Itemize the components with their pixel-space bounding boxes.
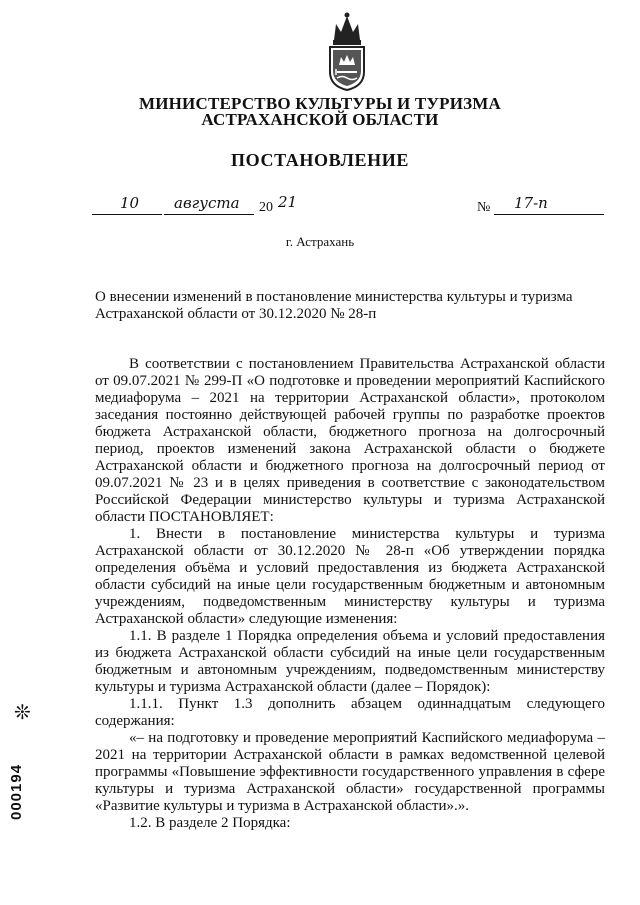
side-serial-code: 000194	[8, 763, 25, 820]
document-type-title: ПОСТАНОВЛЕНИЕ	[231, 150, 409, 170]
preamble-paragraph: В соответствии с постановлением Правительства Астраханской области от 09.07.2021 № 299-П «О подготовке и проведении мероприятий Каспийского медиафорума – 2021 на территории Астраханской области», протоколом заседания постоянно действующей рабочей группы по разработке проектов бюджета Астраханской области, бюджетного прогноза на долгосрочный период, проектов изменений закона Астраханской области о бюджете Астраханской области и бюджетного прогноза на долгосрочный период от 09.07.2021 № 23 и в целях приведения в соответствие с законодательством Российской Федерации министерство культуры и туризма Астраханской области ПОСТАНОВЛЯЕТ:	[95, 356, 605, 525]
clause-1: 1. Внести в постановление министерства культуры и туризма Астраханской области от 30.12.2020 № 28-п «Об утверждении порядка определения объёма и условий предоставления из бюджета Астраханской области субсидий на иные цели государственным бюджетным и автономным учреждениям, подведомственным министерству культуры и туризма Астраханской области» следующие изменения:	[95, 526, 605, 627]
date-number-line	[92, 193, 612, 222]
document-number: 17-п	[514, 194, 548, 212]
ministry-name	[0, 96, 640, 128]
date-year-suffix: 21	[278, 193, 298, 211]
ministry-name-line2: АСТРАХАНСКОЙ ОБЛАСТИ	[201, 110, 439, 129]
city-name: г. Астрахань	[285, 234, 355, 249]
document-body	[95, 356, 605, 832]
number-underline	[494, 196, 604, 215]
number-label: №	[477, 200, 491, 215]
document-subject: О внесении изменений в постановление министерства культуры и туризма Астраханской области от 30.12.2020 № 28-п	[95, 289, 573, 322]
date-month: августа	[174, 194, 240, 212]
clause-1-1: 1.1. В разделе 1 Порядка определения объема и условий предоставления из бюджета Астраханской области субсидий на иные цели государственным бюджетным и автономным учреждениям, подведомственным министерству культуры и туризма Астраханской области (далее – Порядок):	[95, 628, 605, 695]
clause-1-2: 1.2. В разделе 2 Порядка:	[129, 815, 291, 831]
ministry-name-line1: МИНИСТЕРСТВО КУЛЬТУРЫ И ТУРИЗМА	[138, 94, 502, 113]
side-star-mark: ❊	[14, 702, 31, 724]
date-day: 10	[120, 194, 140, 212]
date-year-prefix: 20	[259, 200, 273, 215]
coat-of-arms-icon	[322, 10, 372, 92]
clause-1-1-1: 1.1.1. Пункт 1.3 дополнить абзацем одиннадцатым следующего содержания:	[95, 696, 605, 729]
quoted-amendment: «– на подготовку и проведение мероприятий Каспийского медиафорума – 2021 на территории Астраханской области в рамках ведомственной целевой программы «Повышение эффективности государственного управления в сфере культуры и туризма Астраханской области» государственной программы «Развитие культуры и туризма в Астраханской области».».	[95, 730, 605, 814]
